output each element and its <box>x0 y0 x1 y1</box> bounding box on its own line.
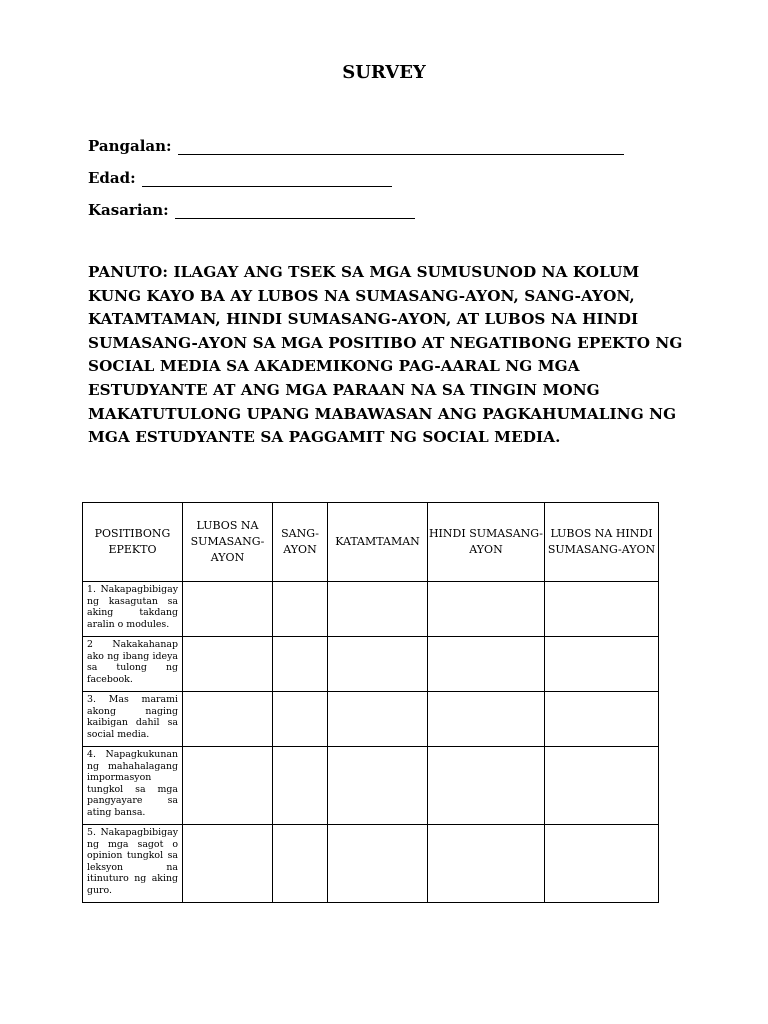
check-cell-strongly-disagree[interactable] <box>545 692 659 747</box>
header-positive-effect: POSITIBONG EPEKTO <box>83 503 183 582</box>
page-title: SURVEY <box>342 62 426 83</box>
table-row <box>83 747 659 825</box>
check-cell-strongly-agree[interactable] <box>183 692 273 747</box>
sex-label: Kasarian: <box>88 201 169 219</box>
header-agree: SANG-AYON <box>273 503 328 582</box>
check-cell-agree[interactable] <box>273 582 328 637</box>
check-cell-neutral[interactable] <box>328 825 428 903</box>
instructions-paragraph: PANUTO: ILAGAY ANG TSEK SA MGA SUMUSUNOD NA KOLUM KUNG KAYO BA AY LUBOS NA SUMASANG-AYON, SANG-AYON, KATAMTAMAN, HINDI SUMASANG-AYON, AT LUBOS NA HINDI SUMASANG-AYON SA MGA POSITIBO AT NEGATIBONG EPEKTO NG SOCIAL MEDIA SA AKADEMIKONG PAG-AARAL NG MGA ESTUDYANTE AT ANG MGA PARAAN NA SA TINGIN MONG MAKATUTULONG UPANG MABAWASAN ANG PAGKAHUMALING NG MGA ESTUDYANTE SA PAGGAMIT NG SOCIAL MEDIA. <box>88 263 683 447</box>
age-blank-line[interactable] <box>142 174 392 187</box>
check-cell-strongly-disagree[interactable] <box>545 582 659 637</box>
header-strongly-disagree: LUBOS NA HINDI SUMASANG-AYON <box>545 503 659 582</box>
row-statement: 3. Mas marami akong naging kaibigan dahil sa social media. <box>83 692 183 747</box>
check-cell-agree[interactable] <box>273 637 328 692</box>
check-cell-neutral[interactable] <box>328 692 428 747</box>
table-row <box>83 637 659 692</box>
check-cell-strongly-agree[interactable] <box>183 825 273 903</box>
check-cell-agree[interactable] <box>273 692 328 747</box>
table-row <box>83 692 659 747</box>
header-disagree: HINDI SUMASANG-AYON <box>428 503 545 582</box>
row-statement: 4. Napagkukunan ng mahahalagang impormasyon tungkol sa mga pangyayare sa ating bansa. <box>83 747 183 825</box>
check-cell-agree[interactable] <box>273 825 328 903</box>
check-cell-neutral[interactable] <box>328 747 428 825</box>
check-cell-agree[interactable] <box>273 747 328 825</box>
table-header-row <box>83 503 659 582</box>
row-statement: 2 Nakakahanap ako ng ibang ideya sa tulong ng facebook. <box>83 637 183 692</box>
age-label: Edad: <box>88 169 136 187</box>
header-strongly-agree: LUBOS NA SUMASANG-AYON <box>183 503 273 582</box>
check-cell-neutral[interactable] <box>328 582 428 637</box>
check-cell-strongly-disagree[interactable] <box>545 747 659 825</box>
check-cell-disagree[interactable] <box>428 747 545 825</box>
check-cell-disagree[interactable] <box>428 692 545 747</box>
age-field[interactable] <box>88 169 392 187</box>
check-cell-strongly-disagree[interactable] <box>545 825 659 903</box>
check-cell-strongly-agree[interactable] <box>183 637 273 692</box>
header-neutral: KATAMTAMAN <box>328 503 428 582</box>
check-cell-neutral[interactable] <box>328 637 428 692</box>
check-cell-disagree[interactable] <box>428 582 545 637</box>
survey-table <box>82 502 659 903</box>
check-cell-strongly-disagree[interactable] <box>545 637 659 692</box>
table-row <box>83 825 659 903</box>
check-cell-disagree[interactable] <box>428 637 545 692</box>
row-statement: 1. Nakapagbibigay ng kasagutan sa aking takdang aralin o modules. <box>83 582 183 637</box>
sex-blank-line[interactable] <box>175 206 415 219</box>
check-cell-disagree[interactable] <box>428 825 545 903</box>
sex-field[interactable] <box>88 201 415 219</box>
name-blank-line[interactable] <box>178 142 624 155</box>
check-cell-strongly-agree[interactable] <box>183 582 273 637</box>
table-row <box>83 582 659 637</box>
row-statement: 5. Nakapagbibigay ng mga sagot o opinion tungkol sa leksyon na itinuturo ng aking guro. <box>83 825 183 903</box>
name-label: Pangalan: <box>88 137 172 155</box>
check-cell-strongly-agree[interactable] <box>183 747 273 825</box>
name-field[interactable] <box>88 137 624 155</box>
